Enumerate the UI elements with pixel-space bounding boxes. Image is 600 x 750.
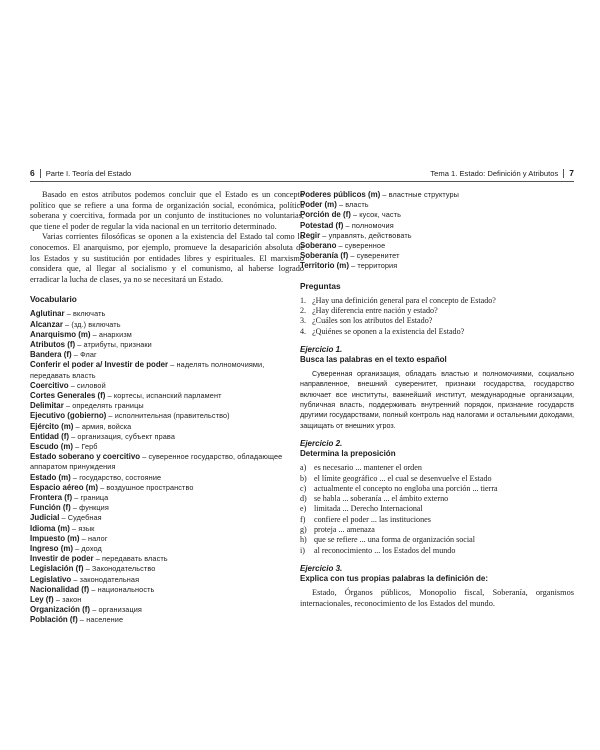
vocabulary-entry (300, 251, 574, 261)
exercise-2-title: Ejercicio 2. (300, 439, 343, 449)
vocabulary-translation: – организация, субъект права (69, 431, 175, 441)
vocabulary-translation: – наделять полномочиями, передавать власть (30, 360, 265, 380)
vocabulary-term: Regir (300, 230, 321, 240)
vocabulary-translation: – граница (72, 493, 109, 502)
vocabulary-entry (30, 503, 304, 513)
vocabulary-term: Soberanía (f) (300, 251, 349, 261)
vocabulary-term: Judicial (30, 513, 60, 523)
item-marker: a) (300, 463, 307, 473)
vocabulary-list-continued (300, 190, 574, 272)
vocabulary-translation: – кортесы, испанский парламент (105, 390, 222, 400)
vocabulary-entry (30, 422, 304, 432)
vocabulary-entry (30, 401, 304, 411)
item-text: se habla ... soberanía ... el ámbito externo (314, 494, 449, 504)
vocabulary-entry (300, 241, 574, 251)
vocabulary-entry (30, 330, 304, 340)
vocabulary-entry (30, 309, 304, 319)
vocabulary-term: Legislación (f) (30, 564, 84, 574)
vocabulary-entry (300, 210, 574, 220)
vocabulary-translation: – Судебная (59, 513, 102, 523)
exercise-2-item (300, 494, 574, 504)
vocabulary-entry (30, 595, 304, 605)
exercise-3-title: Ejercicio 3. (300, 563, 343, 573)
vocabulary-translation: – национальность (89, 584, 155, 594)
exercise-2-item (300, 515, 574, 525)
item-marker: 2. (300, 305, 307, 315)
left-page (30, 168, 307, 626)
preguntas-heading: Preguntas (300, 280, 341, 291)
exercise-2-item (300, 546, 574, 556)
vocabulary-translation: – территория (348, 261, 398, 271)
paragraph: Varias corrientes filosóficas se oponen a la existencia del Estado tal como lo conocemos. El anarquismo, por ejemplo, promueve la desaparición absoluta de los Estados y su sustitución por entidades libres y espirituales. El marxismo considera que, al llegar al socialismo y el comunismo, al haberse logrado erradicar la lucha de clases, ya no se necesitará un Estado. (30, 232, 304, 284)
vocabulary-entry (30, 432, 304, 442)
vocabulary-term: Investir de poder (30, 554, 94, 564)
vocabulary-translation: – законодательная (71, 574, 140, 584)
vocabulary-term: Porción de (f) (300, 210, 351, 220)
vocabulary-list (30, 309, 307, 625)
vocabulary-entry (300, 261, 574, 271)
vocabulary-entry (30, 585, 304, 595)
exercise-2-item (300, 463, 574, 473)
vocabulary-translation: – налог (79, 533, 108, 543)
vocabulary-entry (30, 350, 304, 360)
vocabulary-term: Frontera (f) (30, 493, 73, 502)
vocabulary-entry (30, 524, 304, 534)
exercise-3-instruction: Explica con tus propias palabras la definición de: (300, 573, 489, 583)
exercise-3-text: Estado, Órganos públicos, Monopolio fiscal, Soberanía, organismos internacionales, reconocimiento de los Estados del mundo. (300, 587, 574, 608)
vocabulary-term: Estado (m) (30, 472, 71, 482)
vocabulary-translation: – население (77, 615, 124, 625)
vocabulary-translation: – передавать власть (93, 554, 168, 564)
page-number: 6 (30, 168, 35, 178)
page-number: 7 (569, 168, 574, 178)
vocabulary-translation: – доход (72, 544, 102, 554)
item-marker: d) (300, 494, 307, 504)
item-marker: f) (300, 514, 306, 524)
header-divider (40, 169, 41, 178)
vocabulary-entry (30, 381, 304, 391)
vocabulary-entry (300, 200, 574, 210)
vocabulary-term: Alcanzar (30, 319, 63, 329)
exercise-1-text: Суверенная организация, обладать властью и полномочиями, социально направленное, внешний суверенитет, признаки государства, государство включает все институты, важнейший институт, международные организации, публичная власть, поддерживать внутренний порядок, признание государств другими государствами, полный контроль над налогами и остальными доходами, защищать от внешних угроз. (300, 368, 574, 430)
exercise-2-item (300, 504, 574, 514)
vocabulary-entry (30, 411, 304, 421)
questions-list (300, 296, 574, 337)
vocabulary-entry (30, 513, 304, 523)
vocabulary-term: Idioma (m) (30, 523, 70, 533)
vocabulary-term: Ley (f) (30, 595, 54, 605)
vocabulary-entry (300, 221, 574, 231)
vocabulary-entry (300, 190, 574, 200)
vocabulary-term: Organización (f) (30, 605, 91, 615)
vocabulary-term: Potestad (f) (300, 220, 344, 230)
vocabulary-term: Impuesto (m) (30, 533, 80, 543)
vocabulary-term: Delimitar (30, 401, 64, 411)
right-page-header (300, 168, 574, 182)
vocabulary-translation: – закон (53, 595, 82, 605)
section-title: Tema 1. Estado: Definición y Atributos (430, 168, 559, 178)
item-text: limitada ... Derecho Internacional (314, 504, 423, 514)
exercise-2-item (300, 535, 574, 545)
vocabulary-term: Territorio (m) (300, 261, 349, 271)
vocabulary-term: Poderes públicos (m) (300, 190, 381, 199)
vocabulary-term: Población (f) (30, 615, 78, 625)
item-marker: 3. (300, 316, 307, 326)
vocabulary-translation: – организация (90, 605, 142, 615)
exercise-2-item (300, 474, 574, 484)
exercise-1-instruction: Busca las palabras en el texto español (300, 354, 447, 364)
vocabulary-term: Bandera (f) (30, 350, 72, 360)
question-item (300, 316, 574, 326)
vocabulary-translation: – воздушное пространство (97, 482, 194, 492)
vocabulary-translation: – атрибуты, признаки (75, 339, 152, 349)
vocabulary-entry (30, 473, 304, 483)
vocabulary-translation: – полномочия (343, 220, 394, 230)
exercise-2-items (300, 463, 574, 556)
item-text: ¿Hay diferencia entre nación y estado? (312, 305, 438, 315)
vocabulary-term: Soberano (300, 241, 337, 251)
vocabulary-entry (30, 320, 304, 330)
vocabulary-term: Ejecutivo (gobierno) (30, 411, 107, 421)
vocabulary-term: Escudo (m) (30, 441, 73, 451)
item-text: proteja ... amenaza (314, 525, 375, 535)
vocabulary-entry (30, 554, 304, 564)
vocabulary-translation: – Флаг (71, 350, 97, 360)
item-text: el límite geográfico ... el cual se desenvuelve el Estado (314, 473, 492, 483)
vocabulary-entry (30, 544, 304, 554)
exercise-2-instruction: Determina la preposición (300, 449, 396, 459)
item-text: al reconocimiento ... los Estados del mundo (314, 545, 456, 555)
right-page (300, 168, 574, 609)
item-marker: h) (300, 535, 307, 545)
vocabulary-term: Aglutinar (30, 309, 65, 319)
item-marker: i) (300, 545, 305, 555)
vocabulary-translation: – Герб (72, 441, 98, 451)
vocabulary-term: Ejército (m) (30, 421, 74, 431)
vocabulary-term: Estado soberano y coercitivo (30, 452, 141, 462)
left-page-header (30, 168, 304, 182)
vocabulary-entry (30, 493, 304, 503)
question-item (300, 296, 574, 306)
vocabulary-translation: – анархизм (90, 329, 132, 339)
item-marker: 1. (300, 295, 307, 305)
vocabulary-term: Coercitivo (30, 380, 69, 390)
item-marker: c) (300, 483, 307, 493)
item-text: es necesario ... mantener el orden (314, 463, 422, 473)
item-text: ¿Quiénes se oponen a la existencia del Estado? (312, 326, 465, 336)
vocabulary-translation: – (зд.) включать (62, 319, 121, 329)
vocabulary-entry (30, 360, 304, 380)
vocabulary-term: Conferir el poder a/ Investir de poder (30, 360, 169, 370)
vocabulary-translation: – властные структуры (380, 190, 460, 199)
vocabulary-translation: – силовой (68, 380, 106, 390)
vocabulary-entry (30, 575, 304, 585)
vocabulary-translation: – функция (70, 503, 109, 513)
vocabulary-entry (30, 605, 304, 615)
vocabulary-translation: – язык (69, 523, 95, 533)
vocabulary-translation: – кусок, часть (350, 210, 402, 220)
vocabulary-entry (30, 564, 304, 574)
item-marker: 4. (300, 326, 307, 336)
vocabulary-translation: – суверенное (336, 241, 386, 251)
vocabulary-entry (300, 231, 574, 241)
vocabulary-term: Entidad (f) (30, 431, 70, 441)
header-divider (563, 169, 564, 178)
vocabulary-term: Función (f) (30, 503, 71, 513)
item-marker: e) (300, 504, 307, 514)
vocabulary-entry (30, 442, 304, 452)
vocabulary-translation: – Законодательство (83, 564, 156, 574)
vocabulary-translation: – власть (336, 200, 369, 210)
item-text: ¿Hay una definición general para el concepto de Estado? (312, 295, 496, 305)
item-text: confiere el poder ... las instituciones (314, 514, 431, 524)
vocabulary-term: Anarquismo (m) (30, 329, 91, 339)
vocabulary-translation: – включать (64, 309, 106, 319)
question-item (300, 306, 574, 316)
vocabulary-term: Ingreso (m) (30, 544, 73, 554)
vocabulary-translation: – определять границы (63, 401, 144, 411)
vocabulary-entry (30, 391, 304, 401)
vocabulary-term: Poder (m) (300, 200, 337, 210)
vocabulary-translation: – армия, войска (73, 421, 132, 431)
item-text: que se refiere ... una forma de organización social (314, 535, 475, 545)
paragraph: Basado en estos atributos podemos concluir que el Estado es un concepto político que se refiere a una forma de organización social, económica, política soberana y coercitiva, formada por un conjunto de instituciones no voluntarias, que tiene el poder de regular la vida nacional en un territorio determinado. (30, 190, 304, 231)
item-text: ¿Cuáles son los atributos del Estado? (312, 316, 433, 326)
vocabulary-term: Espacio aéreo (m) (30, 482, 98, 492)
vocabulary-translation: – суверенное государство, обладающее аппаратом принуждения (30, 452, 283, 472)
item-marker: b) (300, 473, 307, 483)
vocabulary-heading: Vocabulario (30, 294, 77, 305)
vocabulary-term: Cortes Generales (f) (30, 390, 106, 400)
vocabulary-term: Nacionalidad (f) (30, 584, 90, 594)
vocabulary-translation: – суверенитет (348, 251, 400, 261)
item-text: actualmente el concepto no engloba una porción ... tierra (314, 483, 498, 493)
question-item (300, 327, 574, 337)
vocabulary-translation: – государство, состояние (70, 472, 162, 482)
vocabulary-translation: – управлять, действовать (320, 230, 412, 240)
section-title: Parte I. Teoría del Estado (45, 168, 132, 178)
exercise-2-item (300, 525, 574, 535)
vocabulary-term: Atributos (f) (30, 339, 76, 349)
vocabulary-entry (30, 483, 304, 493)
vocabulary-term: Legislativo (30, 574, 72, 584)
item-marker: g) (300, 525, 307, 535)
vocabulary-entry (30, 452, 304, 472)
exercise-2-item (300, 484, 574, 494)
vocabulary-entry (30, 615, 304, 625)
vocabulary-translation: – исполнительная (правительство) (106, 411, 230, 421)
vocabulary-entry (30, 534, 304, 544)
exercise-1-title: Ejercicio 1. (300, 344, 343, 354)
vocabulary-entry (30, 340, 304, 350)
